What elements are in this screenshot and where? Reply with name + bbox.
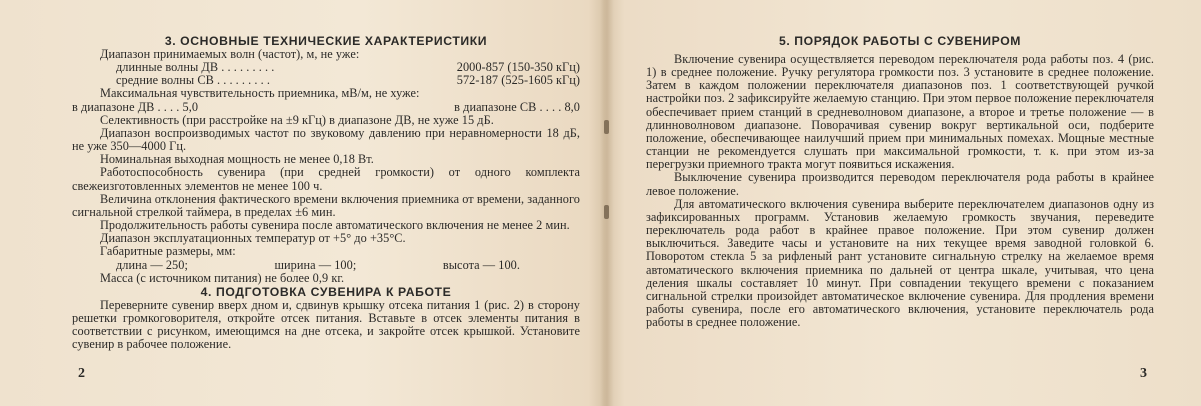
section-3-heading: 3. ОСНОВНЫЕ ТЕХНИЧЕСКИЕ ХАРАКТЕРИСТИКИ <box>164 34 488 48</box>
dimension-width: ширина — 100; <box>274 257 357 272</box>
frequency-range-text: Диапазон воспроизводимых частот по звуковому давлению при неравномерности 18 дБ, не уже 350—4000 Гц. <box>72 125 580 154</box>
section-4-heading: 4. ПОДГОТОВКА СУВЕНИРА К РАБОТЕ <box>200 284 452 299</box>
dimensions-intro: Габаритные размеры, мм: <box>100 244 236 259</box>
temperature-range-text: Диапазон эксплуатационных температур от +5° до +35°С. <box>100 231 406 246</box>
sensitivity-dv: в диапазоне ДВ . . . . 5,0 <box>72 99 199 114</box>
timer-deviation-text: Величина отклонения фактического времени включения приемника от времени, заданного сигнальной стрелкой таймера, в пределах ±6 мин. <box>72 191 580 219</box>
mass-text: Масса (с источником питания) не более 0,9 кг. <box>100 270 345 285</box>
medium-waves-value: 572-187 (525-1605 кГц) <box>456 73 580 88</box>
preparation-text: Переверните сувенир вверх дном и, сдвинув крышку отсека питания 1 (рис. 2) в сторону решетки громкоговорителя, откройте отсек питания. Вставьте в отсек элементы питания в соответствии с рисунком, имеющимся на дне отсека, и закройте отсек крышкой. Установите сувенир в рабочее положение. <box>72 297 580 352</box>
medium-waves-label: средние волны СВ . . . . . . . . . <box>116 73 271 88</box>
auto-duration-text: Продолжительность работы сувенира после автоматического включения не менее 2 мин. <box>100 218 570 233</box>
selectivity-text: Селективность (при расстройке на ±9 кГц) в диапазоне ДВ, не хуже 15 дБ. <box>100 112 494 127</box>
section-5-heading: 5. ПОРЯДОК РАБОТЫ С СУВЕНИРОМ <box>778 34 1022 48</box>
range-intro: Диапазон принимаемых волн (частот), м, не уже: <box>100 47 360 61</box>
dimension-length: длина — 250; <box>116 257 188 272</box>
battery-life-text: Работоспособность сувенира (при средней громкости) от одного комплекта свежеизготовленных элементов не менее 100 ч. <box>72 165 580 193</box>
sensitivity-sv: в диапазоне СВ . . . . 8,0 <box>454 99 580 114</box>
dimension-height: высота — 100. <box>442 257 520 272</box>
long-waves-label: длинные волны ДВ . . . . . . . . . <box>116 60 275 75</box>
operation-para-1: Включение сувенира осуществляется переводом переключателя рода работы поз. 4 (рис. 1) в среднее положение. Ручку регулятора громкости поз. 3 установите в среднее положение. Затем в каждом положении переключателя диапазонов поз. 1 соответствующей ручкой настройки поз. 2 зафиксируйте желаемую станцию. При этом первое положение переключателя обеспечивает прием станций в средневолновом диапазоне, а второе и третье положение — в длинноволновом диапазоне. Поворачивая сувенир вокруг вертикальной оси, подберите положение, обеспечивающее наилучший прием при минимальных помехах. Мощные местные станции не рекомендуется слушать при максимальной громкости, т. к. при этом из-за перегрузки приемного тракта могут появиться искажения. <box>646 52 1154 172</box>
output-power-text: Номинальная выходная мощность не менее 0,18 Вт. <box>100 152 374 167</box>
dimensions-row <box>72 259 580 272</box>
right-page <box>646 34 1154 329</box>
sensitivity-intro: Максимальная чувствительность приемника, мВ/м, не хуже: <box>100 86 420 101</box>
operation-para-2: Выключение сувенира производится переводом переключателя рода работы в крайнее левое положение. <box>646 170 1154 198</box>
staple-top <box>604 120 609 134</box>
sensitivity-row <box>72 101 580 114</box>
staple-bottom <box>604 205 609 219</box>
page-number-right: 3 <box>1140 366 1147 381</box>
operation-para-3: Для автоматического включения сувенира выберите переключателем диапазонов одну из зафиксированных программ. Установив желаемую громкость звучания, переведите переключатель рода работ в крайнее правое положение. При этом сувенир должен выключиться. Заведите часы и установите на них текущее время заводной головкой 6. Поворотом стекла 5 за рифленый рант установите сигнальную стрелку на желаемое время автоматического включения приемника по дальней от центра шкале, учитывая, что цена деления шкалы составляет 10 минут. При совпадении текущего времени с показанием сигнальной стрелки произойдет автоматическое включение сувенира. Для продления времени работы сувенира, после его автоматического включения, установите переключатель рода работы в среднее положение. <box>646 196 1154 330</box>
long-waves-value: 2000-857 (150-350 кГц) <box>456 60 580 75</box>
left-page <box>72 34 580 351</box>
page-number-left: 2 <box>78 366 85 381</box>
center-fold <box>600 0 614 406</box>
